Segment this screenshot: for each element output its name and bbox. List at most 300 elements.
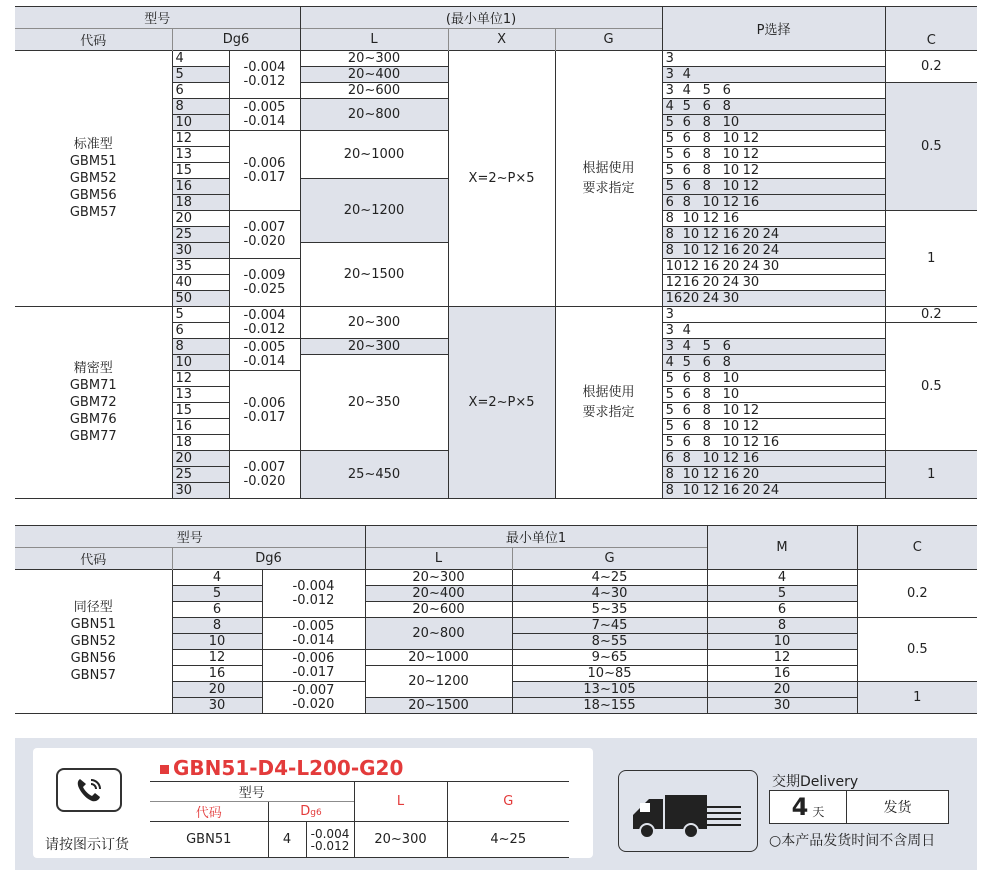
- p-option: 10: [722, 370, 740, 386]
- tolerance-cell: [262, 618, 365, 650]
- dia-cell: 8: [172, 618, 262, 634]
- model-code: GBM56: [69, 188, 117, 203]
- phone-icon: [56, 768, 122, 812]
- p-option: 10: [682, 466, 700, 482]
- dia-cell: 18: [172, 435, 229, 451]
- dia-cell: 10: [172, 355, 229, 371]
- spec-row: [15, 51, 977, 67]
- c-value-cell: 0.2: [885, 307, 977, 323]
- tolerance-lower: -0.012: [243, 321, 286, 337]
- g-range-cell: 18~155: [512, 698, 707, 714]
- m-value-cell: 10: [707, 634, 857, 650]
- tolerance-upper: -0.004: [292, 578, 335, 594]
- dia-cell: 5: [172, 67, 229, 83]
- p-option: 20: [742, 482, 760, 498]
- order-example-table: [150, 781, 569, 858]
- g-range-cell: 5~35: [512, 602, 707, 618]
- model-code: GBM76: [69, 412, 117, 427]
- length-cell: 20~300: [300, 307, 448, 339]
- p-option: 3: [665, 322, 674, 338]
- p-option: 5: [665, 114, 674, 130]
- ex-tol-upper: -0.004: [310, 826, 350, 841]
- model-type: 标准型: [73, 137, 113, 152]
- c-value-cell: 0.2: [857, 570, 977, 618]
- p-options-cell: [662, 467, 885, 483]
- dia-cell: 30: [172, 483, 229, 499]
- g-range-cell: 4~25: [512, 570, 707, 586]
- ex-header-code: 代码: [150, 802, 268, 822]
- model-code: GBN56: [70, 651, 116, 666]
- p-option: 16: [762, 434, 780, 450]
- model-code: GBM71: [69, 378, 117, 393]
- length-cell: 20~600: [365, 602, 512, 618]
- p-option: 4: [682, 322, 691, 338]
- tolerance-cell: [229, 131, 300, 211]
- delivery-action: 发货: [883, 800, 912, 816]
- model-code: GBM72: [69, 395, 117, 410]
- p-option: 16: [665, 290, 683, 306]
- tolerance-cell: [229, 99, 300, 131]
- dia-cell: 15: [172, 163, 229, 179]
- length-cell: 20~300: [365, 570, 512, 586]
- p-option: 30: [722, 290, 740, 306]
- dia-cell: 6: [172, 83, 229, 99]
- g-range-cell: 4~30: [512, 586, 707, 602]
- tolerance-lower: -0.012: [292, 592, 335, 608]
- ex-header-model: 型号: [150, 782, 354, 802]
- g-spec-line: 根据使用: [582, 160, 635, 176]
- p-options-cell: [662, 211, 885, 227]
- p-option: 8: [702, 130, 711, 146]
- p-option: 3: [665, 66, 674, 82]
- p-option: 24: [742, 258, 760, 274]
- length-cell: 20~1000: [365, 650, 512, 666]
- header-p: P选择: [662, 7, 885, 51]
- p-option: 8: [722, 354, 731, 370]
- p-option: 10: [702, 450, 720, 466]
- p-option: 24: [722, 274, 740, 290]
- p-option: 12: [742, 130, 760, 146]
- p-option: 20: [702, 274, 720, 290]
- tolerance-cell: [262, 650, 365, 682]
- p-option: 16: [682, 274, 700, 290]
- p-option: 24: [762, 482, 780, 498]
- p-option: 12: [682, 258, 700, 274]
- p-options-cell: [662, 483, 885, 499]
- m-value-cell: 20: [707, 682, 857, 698]
- model-code: GBN52: [70, 634, 116, 649]
- spec-table-gbn: [15, 525, 977, 714]
- tolerance-upper: -0.005: [243, 99, 286, 115]
- dia-cell: 4: [172, 51, 229, 67]
- m-value-cell: 4: [707, 570, 857, 586]
- length-cell: 20~1200: [365, 666, 512, 698]
- dia-cell: 50: [172, 291, 229, 307]
- p-option: 20: [742, 242, 760, 258]
- p-option: 5: [665, 434, 674, 450]
- p-options-cell: [662, 67, 885, 83]
- p-option: 10: [702, 194, 720, 210]
- p-option: 12: [742, 146, 760, 162]
- model-type: 精密型: [73, 361, 113, 376]
- length-cell: 25~450: [300, 451, 448, 499]
- p-option: 10: [722, 434, 740, 450]
- p-options-cell: [662, 371, 885, 387]
- dia-cell: 6: [172, 602, 262, 618]
- ex-header-d-main: D: [300, 804, 311, 819]
- p-option: 4: [682, 338, 691, 354]
- p-options-cell: [662, 307, 885, 323]
- ex-tol-lower: -0.012: [310, 838, 350, 853]
- length-cell: 20~800: [300, 99, 448, 131]
- p-option: 6: [682, 114, 691, 130]
- p-option: 6: [665, 194, 674, 210]
- p-options-cell: [662, 435, 885, 451]
- p-option: 6: [665, 450, 674, 466]
- dia-cell: 25: [172, 227, 229, 243]
- p-option: 10: [722, 146, 740, 162]
- dia-cell: 6: [172, 323, 229, 339]
- p-option: 3: [665, 338, 674, 354]
- p-option: 10: [665, 258, 683, 274]
- header-g: G: [555, 29, 662, 51]
- dia-cell: 12: [172, 131, 229, 147]
- p-options-cell: [662, 403, 885, 419]
- c-value-cell: 0.5: [885, 323, 977, 451]
- p-option: 10: [722, 386, 740, 402]
- delivery-box: [769, 790, 949, 824]
- tolerance-upper: -0.004: [243, 59, 286, 75]
- p-options-cell: [662, 419, 885, 435]
- p-option: 10: [722, 402, 740, 418]
- ex-header-l: L: [354, 782, 447, 822]
- p-options-cell: [662, 323, 885, 339]
- dia-cell: 18: [172, 195, 229, 211]
- m-value-cell: 12: [707, 650, 857, 666]
- p-option: 20: [722, 258, 740, 274]
- dia-cell: 13: [172, 387, 229, 403]
- dia-cell: 20: [172, 211, 229, 227]
- p-option: 12: [722, 450, 740, 466]
- p-option: 20: [682, 290, 700, 306]
- model-code: GBN51: [70, 617, 116, 632]
- p-option: 6: [682, 178, 691, 194]
- tolerance-lower: -0.012: [243, 73, 286, 89]
- tolerance-cell: [229, 339, 300, 371]
- c-value-cell: 0.2: [885, 51, 977, 83]
- p-option: 6: [682, 434, 691, 450]
- table-bottom-rule: [15, 714, 977, 715]
- length-cell: 20~1000: [300, 131, 448, 179]
- p-option: 12: [702, 242, 720, 258]
- tolerance-cell: [229, 371, 300, 451]
- p-option: 3: [665, 50, 674, 66]
- delivery-truck-icon: [618, 770, 758, 852]
- p-option: 8: [702, 418, 711, 434]
- p-option: 8: [702, 370, 711, 386]
- p-options-cell: [662, 147, 885, 163]
- p-option: 10: [682, 242, 700, 258]
- p-option: 8: [702, 114, 711, 130]
- tolerance-cell: [229, 51, 300, 99]
- m-value-cell: 16: [707, 666, 857, 682]
- tolerance-upper: -0.006: [292, 650, 335, 666]
- p-option: 16: [742, 194, 760, 210]
- ex-value-l: 20~300: [354, 822, 447, 858]
- p-option: 12: [702, 226, 720, 242]
- dia-cell: 12: [172, 371, 229, 387]
- p-option: 16: [722, 466, 740, 482]
- header-c-2: C: [857, 526, 977, 570]
- p-option: 4: [665, 98, 674, 114]
- model-name: [15, 51, 172, 307]
- p-option: 5: [702, 338, 711, 354]
- p-options-cell: [662, 259, 885, 275]
- model-type: 同径型: [73, 600, 113, 615]
- p-option: 5: [665, 130, 674, 146]
- m-value-cell: 6: [707, 602, 857, 618]
- table-bottom-rule: [15, 499, 977, 500]
- p-option: 5: [665, 418, 674, 434]
- order-label: 请按图示订货: [45, 837, 129, 853]
- p-options-cell: [662, 99, 885, 115]
- spec-table-gbm: [15, 6, 977, 499]
- p-option: 12: [702, 466, 720, 482]
- header-code-2: 代码: [15, 548, 172, 570]
- p-options-cell: [662, 51, 885, 67]
- p-options-cell: [662, 387, 885, 403]
- p-option: 8: [665, 466, 674, 482]
- tolerance-lower: -0.017: [243, 409, 286, 425]
- dia-cell: 16: [172, 666, 262, 682]
- p-option: 8: [682, 194, 691, 210]
- p-option: 8: [665, 226, 674, 242]
- table-bottom-line: [15, 714, 977, 715]
- delivery-title: 交期Delivery: [772, 774, 859, 790]
- p-option: 8: [702, 386, 711, 402]
- model-name: [15, 570, 172, 714]
- dia-cell: 5: [172, 586, 262, 602]
- p-option: 8: [665, 482, 674, 498]
- header-l-2: L: [365, 548, 512, 570]
- ex-value-d: 4: [268, 822, 306, 858]
- spec-row: [15, 570, 977, 586]
- p-option: 16: [722, 226, 740, 242]
- length-cell: 20~400: [365, 586, 512, 602]
- p-option: 20: [742, 226, 760, 242]
- p-option: 8: [702, 178, 711, 194]
- header-dg6: Dg6: [172, 29, 300, 51]
- p-option: 12: [722, 194, 740, 210]
- p-option: 10: [722, 162, 740, 178]
- p-option: 8: [682, 450, 691, 466]
- dia-cell: 12: [172, 650, 262, 666]
- ex-header-d-sub: g6: [310, 808, 322, 818]
- p-option: 12: [742, 162, 760, 178]
- p-option: 6: [722, 338, 731, 354]
- ex-value-tol: [306, 822, 354, 858]
- p-option: 5: [665, 162, 674, 178]
- p-options-cell: [662, 243, 885, 259]
- dia-cell: 8: [172, 339, 229, 355]
- dia-cell: 4: [172, 570, 262, 586]
- tolerance-cell: [262, 570, 365, 618]
- tolerance-upper: -0.005: [292, 618, 335, 634]
- p-option: 12: [702, 482, 720, 498]
- dia-cell: 30: [172, 243, 229, 259]
- c-value-cell: 1: [857, 682, 977, 714]
- length-cell: 20~1500: [300, 243, 448, 307]
- ex-value-code: GBN51: [150, 822, 268, 858]
- p-option: 10: [722, 114, 740, 130]
- dia-cell: 5: [172, 307, 229, 323]
- length-cell: 20~1200: [300, 179, 448, 243]
- dia-cell: 30: [172, 698, 262, 714]
- p-option: 6: [682, 162, 691, 178]
- tolerance-upper: -0.009: [243, 267, 286, 283]
- dia-cell: 16: [172, 179, 229, 195]
- tolerance-lower: -0.020: [243, 473, 286, 489]
- g-spec-line: 要求指定: [582, 180, 635, 196]
- p-options-cell: [662, 275, 885, 291]
- dia-cell: 20: [172, 451, 229, 467]
- p-option: 6: [682, 402, 691, 418]
- ex-value-g: 4~25: [447, 822, 569, 858]
- header-model: 型号: [15, 7, 300, 29]
- header-g-2: G: [512, 548, 707, 570]
- p-option: 5: [702, 82, 711, 98]
- p-option: 12: [742, 402, 760, 418]
- g-range-cell: 10~85: [512, 666, 707, 682]
- p-option: 16: [702, 258, 720, 274]
- tolerance-lower: -0.017: [292, 664, 335, 680]
- g-spec-line: 要求指定: [582, 404, 635, 420]
- dia-cell: 40: [172, 275, 229, 291]
- delivery-days-number: 4: [791, 793, 809, 821]
- p-option: 16: [722, 242, 740, 258]
- g-range-cell: 13~105: [512, 682, 707, 698]
- tolerance-upper: -0.007: [243, 219, 286, 235]
- p-option: 10: [722, 130, 740, 146]
- dia-cell: 13: [172, 147, 229, 163]
- length-cell: 20~400: [300, 67, 448, 83]
- header-l: L: [300, 29, 448, 51]
- g-range-cell: 9~65: [512, 650, 707, 666]
- p-option: 8: [702, 402, 711, 418]
- dia-cell: 16: [172, 419, 229, 435]
- p-option: 6: [682, 418, 691, 434]
- p-option: 6: [682, 386, 691, 402]
- p-option: 5: [682, 354, 691, 370]
- header-min-unit: (最小单位1): [300, 7, 662, 29]
- p-option: 24: [762, 242, 780, 258]
- m-value-cell: 8: [707, 618, 857, 634]
- dia-cell: 20: [172, 682, 262, 698]
- p-option: 10: [682, 482, 700, 498]
- p-option: 3: [665, 82, 674, 98]
- tolerance-upper: -0.005: [243, 339, 286, 355]
- header-code: 代码: [15, 29, 172, 51]
- model-code: GBM77: [69, 429, 117, 444]
- tolerance-upper: -0.007: [243, 459, 286, 475]
- g-spec-cell: [555, 307, 662, 499]
- tolerance-cell: [262, 682, 365, 714]
- header-dg6-2: Dg6: [172, 548, 365, 570]
- x-range-cell: X=2~P×5: [448, 307, 555, 499]
- p-option: 4: [682, 66, 691, 82]
- p-option: 8: [665, 242, 674, 258]
- p-option: 12: [665, 274, 683, 290]
- p-options-cell: [662, 131, 885, 147]
- m-value-cell: 5: [707, 586, 857, 602]
- p-option: 12: [702, 210, 720, 226]
- model-code: GBM57: [69, 205, 117, 220]
- p-option: 8: [665, 210, 674, 226]
- header-m-2: M: [707, 526, 857, 570]
- p-option: 5: [665, 386, 674, 402]
- tolerance-lower: -0.014: [243, 113, 286, 129]
- length-cell: 20~300: [300, 51, 448, 67]
- model-name: [15, 307, 172, 499]
- p-option: 16: [742, 450, 760, 466]
- p-option: 6: [702, 98, 711, 114]
- p-options-cell: [662, 115, 885, 131]
- p-option: 8: [702, 146, 711, 162]
- p-options-cell: [662, 355, 885, 371]
- dia-cell: 25: [172, 467, 229, 483]
- p-options-cell: [662, 339, 885, 355]
- p-option: 4: [682, 82, 691, 98]
- m-value-cell: 30: [707, 698, 857, 714]
- tolerance-upper: -0.006: [243, 155, 286, 171]
- p-option: 10: [682, 226, 700, 242]
- delivery-note: ○本产品发货时间不含周日: [769, 833, 936, 849]
- tolerance-lower: -0.014: [243, 353, 286, 369]
- p-option: 24: [702, 290, 720, 306]
- p-option: 5: [682, 98, 691, 114]
- g-range-cell: 8~55: [512, 634, 707, 650]
- example-code: [160, 756, 403, 780]
- p-option: 3: [665, 306, 674, 322]
- p-option: 6: [682, 146, 691, 162]
- p-option: 5: [665, 370, 674, 386]
- p-options-cell: [662, 227, 885, 243]
- p-option: 12: [742, 434, 760, 450]
- tolerance-lower: -0.014: [292, 632, 335, 648]
- p-options-cell: [662, 451, 885, 467]
- spec-row: [15, 307, 977, 323]
- p-option: 12: [742, 418, 760, 434]
- p-option: 10: [682, 210, 700, 226]
- p-option: 12: [742, 178, 760, 194]
- p-option: 5: [665, 146, 674, 162]
- ex-header-d: [268, 802, 354, 822]
- tolerance-lower: -0.017: [243, 169, 286, 185]
- p-options-cell: [662, 195, 885, 211]
- p-option: 6: [682, 370, 691, 386]
- length-cell: 20~350: [300, 355, 448, 451]
- p-option: 6: [722, 82, 731, 98]
- c-value-cell: 1: [885, 451, 977, 499]
- header-c: C: [885, 7, 977, 51]
- g-range-cell: 7~45: [512, 618, 707, 634]
- model-code: GBM52: [69, 171, 117, 186]
- g-spec-cell: [555, 51, 662, 307]
- model-code: GBN57: [70, 668, 116, 683]
- tolerance-cell: [229, 451, 300, 499]
- dia-cell: 8: [172, 99, 229, 115]
- dia-cell: 15: [172, 403, 229, 419]
